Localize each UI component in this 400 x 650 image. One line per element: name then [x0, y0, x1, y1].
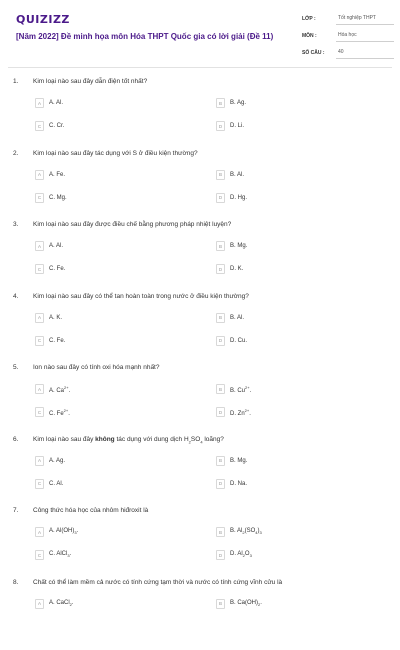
answer-text: B. Mg.: [230, 458, 247, 464]
answer-text: C. AlCl$_3$.: [49, 551, 71, 558]
answer-text: D. $Al_2O_3$: [230, 551, 252, 558]
answer-checkbox[interactable]: A: [35, 456, 44, 466]
answer-checkbox[interactable]: C: [35, 121, 44, 131]
answer-text: D. Li.: [230, 123, 244, 129]
meta-label: SỐ CÂU :: [302, 50, 336, 56]
meta-row-class: [302, 12, 394, 25]
answer-option-c[interactable]: [35, 406, 70, 418]
question-number: 8.: [13, 579, 18, 586]
question-item: [0, 436, 400, 508]
meta-row-subject: [302, 29, 394, 42]
question-number: 1.: [13, 78, 18, 85]
question-text: Chất có thể làm mềm cả nước có tính cứng tạm thời và nước có tính cứng vĩnh cửu là: [33, 579, 383, 586]
question-number: 5.: [13, 364, 18, 371]
answer-checkbox[interactable]: B: [216, 384, 225, 394]
question-text: Kim loại nào sau đây không tác dụng với dung dịch $H_2SO_4$ loãng?: [33, 436, 383, 444]
answer-option-d[interactable]: [216, 192, 247, 204]
answer-checkbox[interactable]: D: [216, 121, 225, 131]
answer-text: A. Al.: [49, 243, 63, 249]
answer-checkbox[interactable]: B: [216, 456, 225, 466]
answer-option-b[interactable]: [216, 598, 262, 610]
question-text: Kim loại nào sau đây dẫn điện tốt nhất?: [33, 78, 383, 85]
answer-option-a[interactable]: [35, 598, 74, 610]
question-list: [0, 78, 400, 650]
worksheet-meta: [302, 12, 394, 63]
answer-checkbox[interactable]: D: [216, 336, 225, 346]
question-item: [0, 293, 400, 365]
answer-checkbox[interactable]: B: [216, 313, 225, 323]
answer-text: A. Al.: [49, 100, 63, 106]
answer-option-c[interactable]: [35, 192, 67, 204]
meta-value: Tốt nghiệp THPT: [336, 13, 394, 25]
answer-text: C. Cr.: [49, 123, 64, 129]
meta-label: MÔN :: [302, 33, 336, 39]
answer-checkbox[interactable]: B: [216, 527, 225, 537]
answer-option-a[interactable]: [35, 169, 65, 181]
worksheet-title: [Năm 2022] Đề minh họa môn Hóa THPT Quốc gia có lời giải (Đề 11): [16, 32, 296, 41]
answer-checkbox[interactable]: A: [35, 98, 44, 108]
answer-text: D. $Zn^{2+}$.: [230, 408, 251, 417]
answer-text: C. $Fe^{2+}$.: [49, 408, 70, 417]
answer-checkbox[interactable]: A: [35, 599, 44, 609]
answer-text: C. Mg.: [49, 195, 67, 201]
answer-option-a[interactable]: [35, 312, 62, 324]
meta-value: 40: [336, 47, 394, 59]
answer-checkbox[interactable]: B: [216, 599, 225, 609]
answer-text: B. Al.: [230, 315, 244, 321]
answer-text: B. $Cu^{2+}$.: [230, 385, 251, 394]
answer-text: A. CaCl$_2$.: [49, 600, 74, 607]
answer-text: C. Fe.: [49, 266, 65, 272]
question-number: 2.: [13, 150, 18, 157]
answer-checkbox[interactable]: A: [35, 313, 44, 323]
question-number: 7.: [13, 507, 18, 514]
answer-checkbox[interactable]: D: [216, 479, 225, 489]
answer-text: B. $Al_2(SO_4)_3$: [230, 528, 262, 535]
answer-option-d[interactable]: [216, 478, 247, 490]
answer-checkbox[interactable]: C: [35, 550, 44, 560]
question-number: 6.: [13, 436, 18, 443]
answer-text: A. Ag.: [49, 458, 65, 464]
answer-option-a[interactable]: [35, 240, 63, 252]
answer-checkbox[interactable]: D: [216, 550, 225, 560]
answer-text: C. Al.: [49, 481, 63, 487]
answer-option-d[interactable]: [216, 406, 251, 418]
answer-option-c[interactable]: [35, 335, 65, 347]
answer-option-a[interactable]: [35, 97, 63, 109]
quizizz-logo: QUIZIZZ: [16, 13, 70, 26]
answer-checkbox[interactable]: D: [216, 264, 225, 274]
answer-checkbox[interactable]: C: [35, 479, 44, 489]
answer-option-b[interactable]: [216, 383, 251, 395]
answer-option-b[interactable]: [216, 526, 262, 538]
answer-option-c[interactable]: [35, 120, 64, 132]
answer-text: A. $Ca^{2+}$.: [49, 385, 70, 394]
question-item: [0, 507, 400, 579]
answer-option-b[interactable]: [216, 240, 247, 252]
meta-row-question-count: [302, 46, 394, 59]
answer-option-c[interactable]: [35, 263, 65, 275]
question-item: [0, 364, 400, 436]
answer-checkbox[interactable]: B: [216, 170, 225, 180]
meta-label: LỚP :: [302, 16, 336, 22]
question-number: 4.: [13, 293, 18, 300]
answer-option-d[interactable]: [216, 120, 244, 132]
answer-text: A. K.: [49, 315, 62, 321]
question-text: Kim loại nào sau đây được điều chế bằng phương pháp nhiệt luyện?: [33, 221, 383, 228]
answer-checkbox[interactable]: C: [35, 264, 44, 274]
answer-checkbox[interactable]: A: [35, 170, 44, 180]
answer-option-b[interactable]: [216, 312, 244, 324]
question-item: [0, 78, 400, 150]
worksheet-header: [0, 0, 400, 64]
answer-checkbox[interactable]: A: [35, 384, 44, 394]
answer-checkbox[interactable]: D: [216, 407, 225, 417]
answer-checkbox[interactable]: A: [35, 241, 44, 251]
answer-text: C. Fe.: [49, 338, 65, 344]
header-divider: [8, 67, 392, 68]
answer-option-c[interactable]: [35, 478, 63, 490]
answer-checkbox[interactable]: D: [216, 193, 225, 203]
question-text: Kim loại nào sau đây tác dụng với S ở điều kiện thường?: [33, 150, 383, 157]
answer-text: D. Na.: [230, 481, 247, 487]
answer-option-d[interactable]: [216, 335, 247, 347]
question-item: [0, 221, 400, 293]
answer-option-b[interactable]: [216, 455, 247, 467]
answer-text: B. Al.: [230, 172, 244, 178]
answer-checkbox[interactable]: C: [35, 407, 44, 417]
question-item: [0, 150, 400, 222]
answer-text: D. Hg.: [230, 195, 247, 201]
answer-option-a[interactable]: [35, 455, 65, 467]
answer-option-b[interactable]: [216, 97, 246, 109]
answer-checkbox[interactable]: C: [35, 193, 44, 203]
answer-option-a[interactable]: [35, 383, 70, 395]
answer-text: B. $Ca(OH)_2$.: [230, 600, 262, 607]
answer-text: A. $Al(OH)_3$.: [49, 528, 78, 535]
meta-value: Hóa học: [336, 30, 394, 42]
question-text: Kim loại nào sau đây có thể tan hoàn toàn trong nước ở điều kiện thường?: [33, 293, 383, 300]
answer-option-b[interactable]: [216, 169, 244, 181]
answer-checkbox[interactable]: C: [35, 336, 44, 346]
answer-option-d[interactable]: [216, 549, 252, 561]
answer-option-a[interactable]: [35, 526, 78, 538]
question-text: Công thức hóa học của nhôm hiđroxit là: [33, 507, 383, 514]
answer-checkbox[interactable]: A: [35, 527, 44, 537]
answer-option-d[interactable]: [216, 263, 243, 275]
answer-text: A. Fe.: [49, 172, 65, 178]
answer-text: B. Mg.: [230, 243, 247, 249]
answer-checkbox[interactable]: B: [216, 241, 225, 251]
question-item: [0, 579, 400, 650]
question-text: Ion nào sau đây có tính oxi hóa mạnh nhất?: [33, 364, 383, 371]
answer-checkbox[interactable]: B: [216, 98, 225, 108]
question-number: 3.: [13, 221, 18, 228]
answer-text: D. Cu.: [230, 338, 247, 344]
answer-text: B. Ag.: [230, 100, 246, 106]
answer-text: D. K.: [230, 266, 243, 272]
answer-option-c[interactable]: [35, 549, 71, 561]
